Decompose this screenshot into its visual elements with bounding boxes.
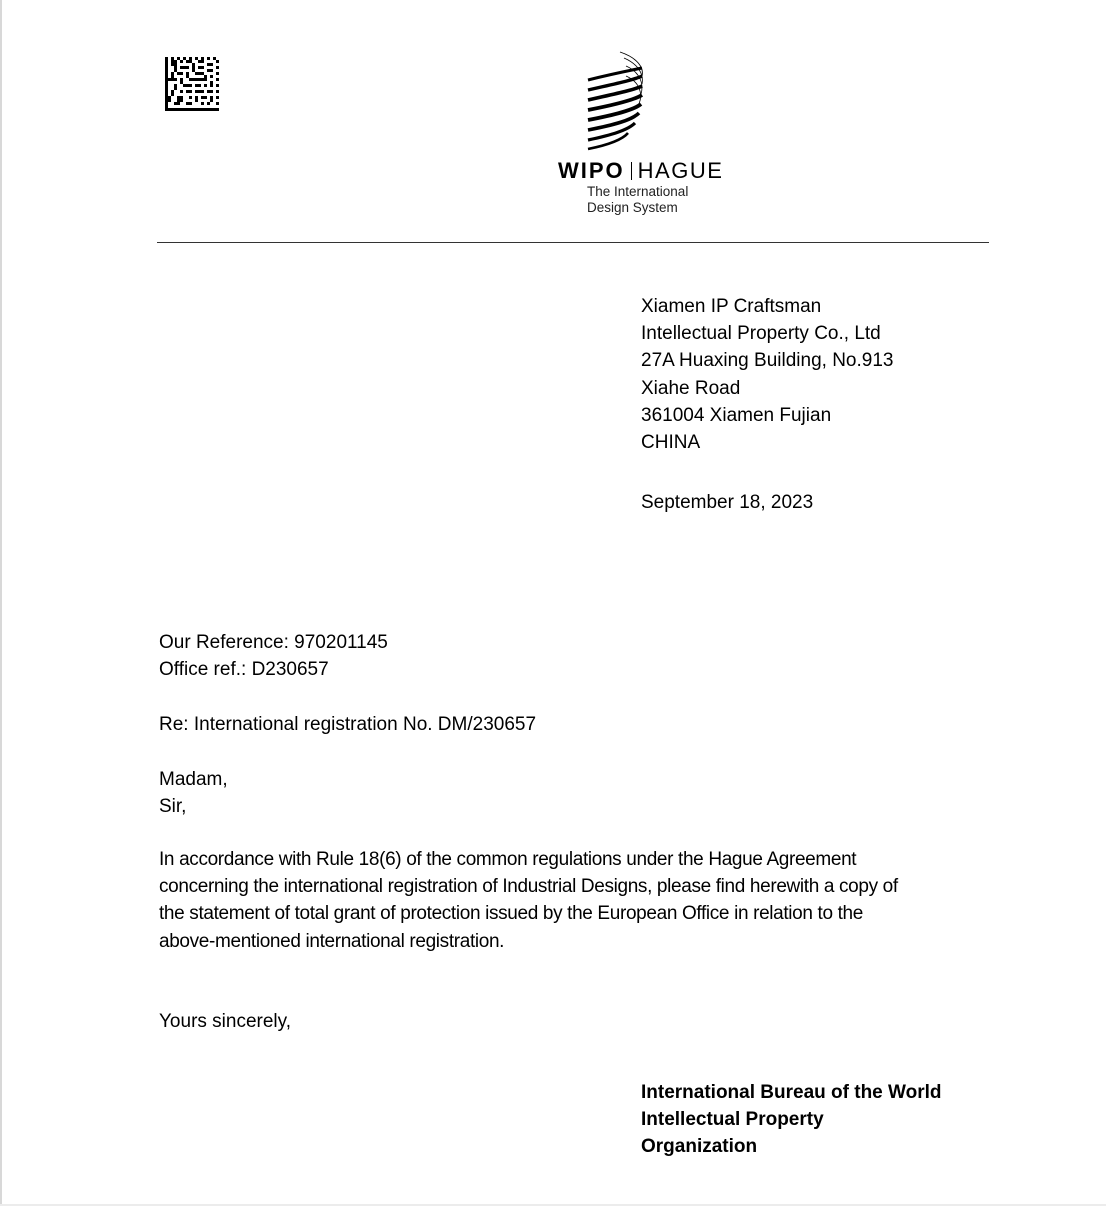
body-paragraph xyxy=(159,846,898,955)
subject-line: Re: International registration No. DM/230657 xyxy=(159,714,537,735)
logo-subtitle-line: Design System xyxy=(587,200,678,215)
letter-date: September 18, 2023 xyxy=(641,492,814,513)
wipo-hague-logo xyxy=(556,50,756,220)
address-line: Xiahe Road xyxy=(641,377,741,399)
address-line: Intellectual Property Co., Ltd xyxy=(641,323,881,345)
header-divider xyxy=(157,242,989,243)
logo-subtitle xyxy=(587,184,688,216)
address-line: CHINA xyxy=(641,432,701,454)
address-line: 27A Huaxing Building, No.913 xyxy=(641,350,894,372)
logo-wordmark xyxy=(558,158,723,184)
logo-brand-hague: HAGUE xyxy=(637,158,724,183)
salutation xyxy=(159,766,228,820)
signature-line: International Bureau of the World xyxy=(641,1082,942,1103)
salutation-line: Sir, xyxy=(159,796,187,818)
logo-subtitle-line: The International xyxy=(587,184,689,199)
body-line: concerning the international registration of Industrial Designs, please find herewith a copy of xyxy=(159,876,898,898)
recipient-address xyxy=(641,293,893,456)
body-line: above-mentioned international registration. xyxy=(159,930,505,952)
references xyxy=(159,629,388,683)
signature-line: Intellectual Property xyxy=(641,1109,824,1131)
address-line: Xiamen IP Craftsman xyxy=(641,296,822,317)
body-line: In accordance with Rule 18(6) of the common regulations under the Hague Agreement xyxy=(159,849,857,870)
wipo-globe-icon xyxy=(586,50,646,152)
signature-block xyxy=(641,1079,942,1161)
closing: Yours sincerely, xyxy=(159,1011,292,1032)
logo-separator xyxy=(631,162,632,180)
signature-line: Organization xyxy=(641,1136,758,1158)
salutation-line: Madam, xyxy=(159,769,228,790)
datamatrix-barcode-icon xyxy=(165,57,219,111)
office-reference: Office ref.: D230657 xyxy=(159,659,329,681)
body-line: the statement of total grant of protection issued by the European Office in relation to the xyxy=(159,903,863,925)
address-line: 361004 Xiamen Fujian xyxy=(641,404,832,426)
logo-brand-wipo: WIPO xyxy=(558,158,625,183)
page-edge xyxy=(0,0,2,1206)
our-reference: Our Reference: 970201145 xyxy=(159,632,388,653)
